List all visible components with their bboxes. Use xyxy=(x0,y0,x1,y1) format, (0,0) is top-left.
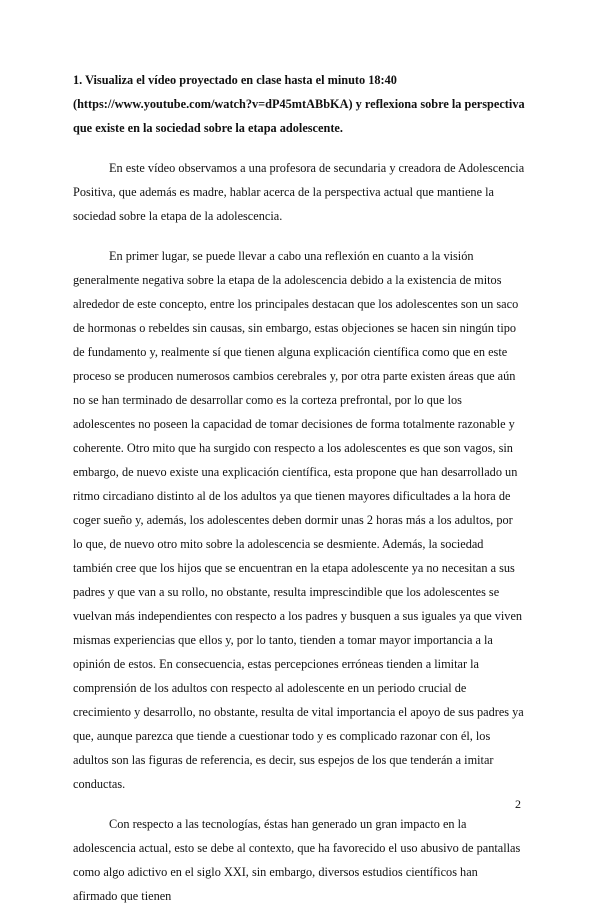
paragraph-myths: En primer lugar, se puede llevar a cabo una reflexión en cuanto a la visión generalmente negativa sobre la etapa de la adolescencia debido a la existencia de mitos alrededor de este concepto, entre los principales destacan que los adolescentes son un saco de hormonas o rebeldes sin causas, sin embargo, estas objeciones se hacen sin ningún tipo de fundamento y, realmente sí que tienen alguna explicación científica como que en este proceso se producen numerosos cambios cerebrales y, por otra parte existen áreas que aún no se han terminado de desarrollar como es la corteza prefrontal, por lo que los adolescentes no poseen la capacidad de tomar decisiones de forma totalmente razonable y coherente. Otro mito que ha surgido con respecto a los adolescentes es que son vagos, sin embargo, de nuevo existe una explicación científica, esta propone que han desarrollado un ritmo circadiano distinto al de los adultos ya que tienen mayores dificultades a la hora de coger sueño y, además, los adolescentes deben dormir unas 2 horas más a los adultos, por lo que, de nuevo otro mito sobre la adolescencia se desmiente. Además, la sociedad también cree que los hijos que se encuentran en la etapa adolescente ya no necesitan a sus padres y que van a su rollo, no obstante, resulta imprescindible que los adolescentes se vuelvan más independientes con respecto a los padres y busquen a sus iguales ya que viven mismas experiencias que ellos y, por lo tanto, tienden a tomar mayor importancia a la opinión de estos. En consecuencia, estas percepciones erróneas tienden a limitar la comprensión de los adultos con respecto al adolescente en un periodo crucial de crecimiento y desarrollo, no obstante, resulta de vital importancia el apoyo de sus padres ya que, aunque parezca que tiende a cuestionar todo y es complicado razonar con él, los adultos son las figuras de referencia, es decir, sus espejos de los que tenderán a imitar conductas. xyxy=(73,249,524,791)
page-content xyxy=(73,68,525,924)
paragraph-technology: Con respecto a las tecnologías, éstas han generado un gran impacto en la adolescencia actual, esto se debe al contexto, que ha favorecido el uso abusivo de pantallas como algo adictivo en el siglo XXI, sin embargo, diversos estudios científicos han afirmado que tienen xyxy=(73,817,521,903)
paragraph-intro: En este vídeo observamos a una profesora de secundaria y creadora de Adolescencia Positiva, que además es madre, hablar acerca de la perspectiva actual que mantiene la sociedad sobre la etapa de la adolescencia. xyxy=(73,161,525,223)
page-number: 2 xyxy=(515,797,521,811)
question-heading: 1. Visualiza el vídeo proyectado en clase hasta el minuto 18:40 (https://www.youtube.com/watch?v=dP45mtABbKA) y reflexiona sobre la perspectiva que existe en la sociedad sobre la etapa adolescente. xyxy=(73,73,525,135)
